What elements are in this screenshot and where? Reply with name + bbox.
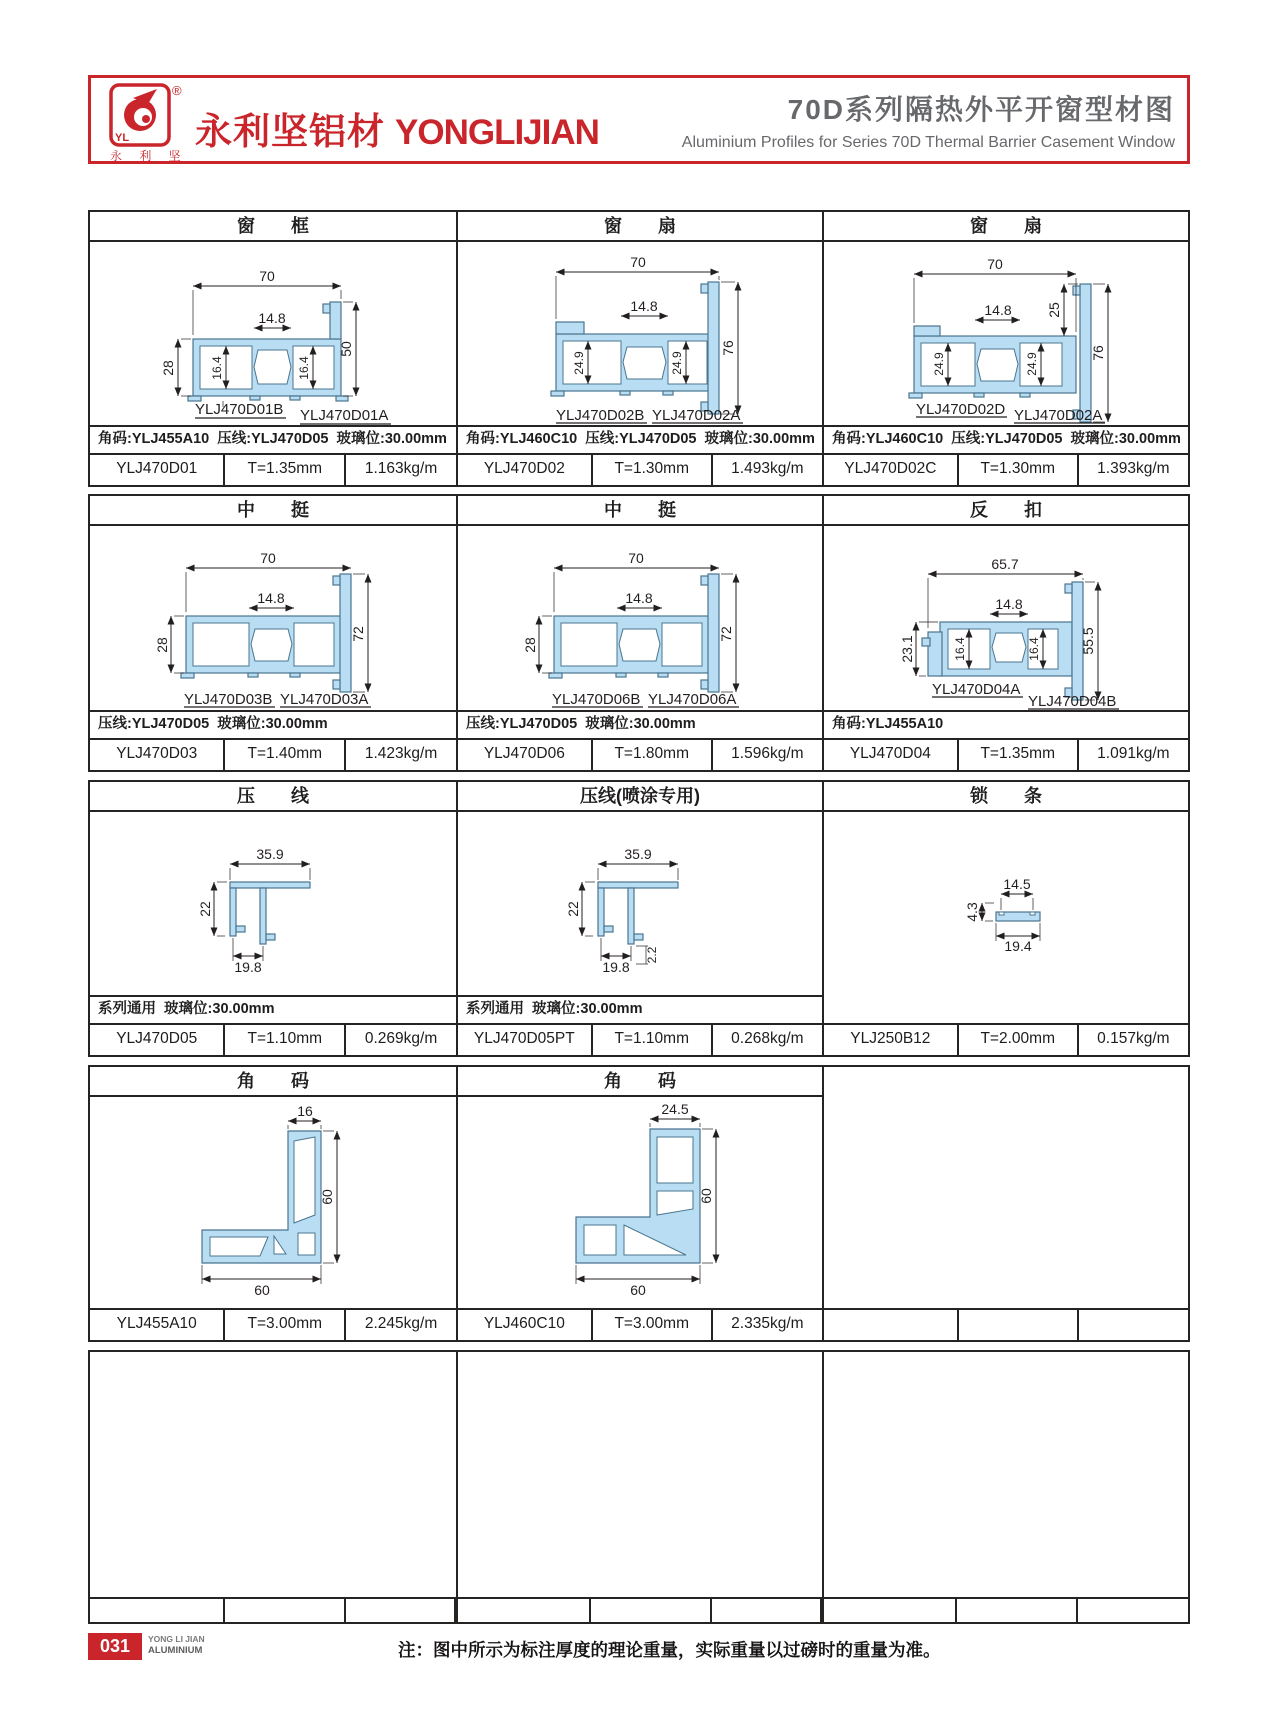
dim-label: 14.8 [258, 310, 286, 326]
empty-section [88, 1350, 1190, 1624]
spec-model: YLJ470D03 [90, 740, 225, 770]
cell-YLJ460C10 [458, 1067, 822, 1340]
dim-label: 23.1 [899, 635, 915, 663]
column-title: 角 码 [90, 1067, 456, 1097]
cell-YLJ470D06 [458, 496, 822, 770]
spec-model: YLJ455A10 [90, 1310, 225, 1340]
dim-label: 50 [338, 341, 354, 357]
dim-label: 28 [160, 360, 176, 376]
profile-label: YLJ470D06A [648, 691, 737, 708]
profile-label: YLJ470D04A [932, 681, 1021, 698]
profile-shape [598, 882, 678, 944]
cell-YLJ470D04 [824, 496, 1188, 770]
spec-thickness: T=1.10mm [593, 1025, 713, 1055]
spec-row [458, 453, 822, 485]
spec-weight: 1.091kg/m [1097, 745, 1170, 762]
profile-label: YLJ470D04B [1028, 693, 1117, 710]
cell-YLJ470D03 [90, 496, 456, 770]
accessory-info: 角码:YLJ460C10 压线:YLJ470D05 玻璃位:30.00mm [824, 425, 1188, 453]
empty-cell [591, 1599, 712, 1622]
company-name-cn: 永利坚铝材 [195, 111, 385, 152]
spec-weight: 1.493kg/m [731, 460, 804, 477]
dim-label: 19.8 [234, 959, 262, 975]
spec-weight: 1.163kg/m [364, 460, 438, 477]
footer-brand-top: YONG LI JIAN [148, 1634, 205, 1644]
dim-label: 70 [987, 256, 1003, 272]
dim-label: 35.9 [624, 846, 652, 862]
logo-monogram: YL [115, 132, 130, 144]
profile-label: YLJ470D03B [184, 691, 273, 708]
cell-YLJ470D05 [90, 782, 456, 1055]
column-title: 窗 扇 [458, 212, 822, 242]
spec-row [458, 1308, 822, 1340]
cell-YLJ470D01 [90, 212, 456, 485]
spec-weight [1079, 1310, 1188, 1340]
spec-model: YLJ250B12 [824, 1025, 959, 1055]
profile-label: YLJ470D03A [280, 691, 369, 708]
column-title: 压线(喷涂专用) [458, 782, 822, 812]
spec-thickness: T=1.80mm [593, 740, 713, 770]
dim-label: 55.5 [1080, 627, 1096, 655]
spec-thickness: T=3.00mm [593, 1310, 713, 1340]
dim-label: 72 [718, 626, 734, 642]
spec-weight: 0.268kg/m [731, 1030, 804, 1047]
dim-label: 14.5 [1003, 876, 1031, 892]
spec-model: YLJ470D01 [90, 455, 225, 485]
accessory-info: 角码:YLJ455A10 压线:YLJ470D05 玻璃位:30.00mm [90, 425, 456, 453]
dim-label: 14.8 [625, 590, 653, 606]
accessory-info: 角码:YLJ455A10 [824, 710, 1188, 738]
spec-model [824, 1310, 959, 1340]
profile-shape [202, 1131, 321, 1263]
spec-model: YLJ470D05 [90, 1025, 225, 1055]
accessory-info: 压线:YLJ470D05 玻璃位:30.00mm [458, 710, 822, 738]
empty-cell [90, 1599, 225, 1622]
logo-characters: 永 利 坚 [110, 149, 188, 162]
profile-label: YLJ470D01B [195, 401, 284, 418]
dim-label: 60 [698, 1188, 714, 1204]
dim-label: 14.8 [630, 298, 658, 314]
dim-label: 22 [197, 901, 213, 917]
dim-label: 76 [720, 340, 736, 356]
spec-thickness: T=3.00mm [225, 1310, 346, 1340]
dim-label: 35.9 [256, 846, 284, 862]
profile-drawing-mullion-2 [458, 526, 822, 710]
dim-label: 70 [259, 268, 275, 284]
spec-row [90, 453, 456, 485]
spec-row [90, 1023, 456, 1055]
dim-label: 70 [628, 550, 644, 566]
spec-thickness: T=1.35mm [225, 455, 346, 485]
column-divider [456, 1352, 458, 1622]
profile-drawing-sash [458, 242, 822, 425]
dim-label: 60 [319, 1189, 335, 1205]
page-number-badge: 031 [88, 1633, 142, 1660]
spec-thickness: T=1.40mm [225, 740, 346, 770]
dim-label: 28 [522, 637, 538, 653]
profile-drawing-bead-coated [458, 812, 822, 995]
spec-row-empty [824, 1308, 1188, 1340]
dim-label: 76 [1090, 345, 1106, 361]
spec-model: YLJ470D02 [458, 455, 593, 485]
spec-model: YLJ470D05PT [458, 1025, 593, 1055]
profile-label: YLJ470D06B [552, 691, 641, 708]
spec-thickness: T=1.35mm [959, 740, 1079, 770]
section-bead-lock [88, 780, 1190, 1057]
profile-shape [230, 882, 310, 944]
profile-label: YLJ470D02B [556, 407, 645, 424]
column-title: 角 码 [458, 1067, 822, 1097]
dim-label: 24.9 [572, 351, 586, 375]
corner-bracket-drawing-2 [458, 1097, 822, 1308]
cell-YLJ470D02 [458, 212, 822, 485]
section-corner-brackets [88, 1065, 1190, 1342]
profile-label: YLJ470D02D [916, 401, 1006, 418]
spec-row [90, 738, 456, 770]
accessory-info: 角码:YLJ460C10 压线:YLJ470D05 玻璃位:30.00mm [458, 425, 822, 453]
spec-row [824, 453, 1188, 485]
empty-cell [456, 1599, 591, 1622]
dim-label: 2.2 [645, 946, 659, 964]
empty-spec-row [90, 1597, 1188, 1622]
spec-model: YLJ460C10 [458, 1310, 593, 1340]
dim-label: 60 [630, 1282, 646, 1298]
dim-label: 22 [565, 901, 581, 917]
dim-label: 16.4 [953, 637, 967, 661]
spec-weight: 1.393kg/m [1097, 460, 1170, 477]
dim-label: 14.8 [984, 302, 1012, 318]
dim-label: 16.4 [1027, 637, 1041, 661]
cell-YLJ470D05PT [458, 782, 822, 1055]
dim-label: 24.9 [1025, 352, 1039, 376]
empty-cell [712, 1599, 822, 1622]
spec-thickness: T=2.00mm [959, 1025, 1079, 1055]
empty-cell [346, 1599, 456, 1622]
cell-YLJ250B12 [824, 782, 1188, 1055]
spec-row [824, 738, 1188, 770]
spec-weight: 2.245kg/m [364, 1315, 438, 1332]
page-title-block [682, 88, 1175, 152]
page-subtitle: Aluminium Profiles for Series 70D Thermal Barrier Casement Window [681, 134, 1175, 151]
company-logo-icon [103, 82, 193, 162]
dim-label: 70 [260, 550, 276, 566]
profile-drawing-frame [90, 242, 454, 425]
profile-drawing-mullion [90, 526, 454, 710]
spec-model: YLJ470D06 [458, 740, 593, 770]
dim-label: 60 [254, 1282, 270, 1298]
cell-YLJ470D02C [824, 212, 1188, 485]
spec-weight: 1.423kg/m [364, 745, 438, 762]
dim-label: 24.9 [670, 351, 684, 375]
section-frame-sash [88, 210, 1190, 487]
profile-drawing-lockbar [824, 812, 1188, 1023]
empty-cell [225, 1599, 346, 1622]
empty-cell [957, 1599, 1078, 1622]
accessory-info: 压线:YLJ470D05 玻璃位:30.00mm [90, 710, 456, 738]
profile-label: YLJ470D02A [652, 407, 741, 424]
dim-label: 14.8 [257, 590, 285, 606]
spec-row [824, 1023, 1188, 1055]
company-name [195, 101, 599, 155]
dim-label: 70 [630, 254, 646, 270]
footer-note: 注：图中所示为标注厚度的理论重量，实际重量以过磅时的重量为准。 [398, 1640, 941, 1660]
profile-shape [996, 912, 1040, 921]
dim-label: 4.3 [964, 902, 980, 922]
profile-drawing-sash-2 [824, 242, 1188, 425]
spec-weight: 0.157kg/m [1097, 1030, 1170, 1047]
dim-label: 24.5 [661, 1101, 689, 1117]
spec-model: YLJ470D02C [824, 455, 959, 485]
dim-label: 16 [297, 1103, 313, 1119]
spec-thickness: T=1.30mm [959, 455, 1079, 485]
dim-label: 16.4 [210, 356, 224, 380]
profile-drawing-bead [90, 812, 454, 995]
dim-label: 28 [154, 637, 170, 653]
cell-empty [824, 1067, 1188, 1340]
profile-drawing-clip [824, 526, 1188, 710]
dim-label: 65.7 [991, 556, 1019, 572]
column-divider [822, 1352, 824, 1622]
spec-thickness: T=1.30mm [593, 455, 713, 485]
dim-label: 14.8 [995, 596, 1023, 612]
dim-label: 72 [350, 626, 366, 642]
column-title: 中 挺 [458, 496, 822, 526]
dim-label: 24.9 [932, 352, 946, 376]
profile-label: YLJ470D02A [1014, 407, 1103, 424]
spec-weight: 1.596kg/m [731, 745, 804, 762]
section-mullion [88, 494, 1190, 772]
footer-brand [148, 1634, 205, 1657]
spec-thickness: T=1.10mm [225, 1025, 346, 1055]
empty-cell [822, 1599, 957, 1622]
column-title: 窗 扇 [824, 212, 1188, 242]
dim-label: 19.4 [1004, 938, 1032, 954]
spec-row [90, 1308, 456, 1340]
dim-label: 19.8 [602, 959, 630, 975]
spec-row [458, 738, 822, 770]
profile-shape [576, 1129, 700, 1263]
empty-cell [1078, 1599, 1188, 1622]
column-title: 反 扣 [824, 496, 1188, 526]
dim-label: 25 [1046, 302, 1062, 318]
column-title: 中 挺 [90, 496, 456, 526]
page-title: 70D系列隔热外平开窗型材图 [787, 94, 1175, 125]
registered-mark: ® [172, 83, 182, 98]
page-header [88, 75, 1190, 164]
spec-model: YLJ470D04 [824, 740, 959, 770]
spec-row [458, 1023, 822, 1055]
column-title: 压 线 [90, 782, 456, 812]
spec-weight: 0.269kg/m [364, 1030, 438, 1047]
dim-label: 16.4 [297, 356, 311, 380]
spec-weight: 2.335kg/m [731, 1315, 804, 1332]
corner-bracket-drawing [90, 1097, 454, 1308]
spec-thickness [959, 1310, 1079, 1340]
accessory-info: 系列通用 玻璃位:30.00mm [90, 995, 456, 1023]
company-name-en: YONGLIJIAN [395, 113, 599, 152]
profile-label: YLJ470D01A [300, 407, 389, 424]
accessory-info: 系列通用 玻璃位:30.00mm [458, 995, 822, 1023]
cell-YLJ455A10 [90, 1067, 456, 1340]
column-title: 锁 条 [824, 782, 1188, 812]
footer-brand-bottom: ALUMINIUM [148, 1644, 203, 1656]
column-title: 窗 框 [90, 212, 456, 242]
